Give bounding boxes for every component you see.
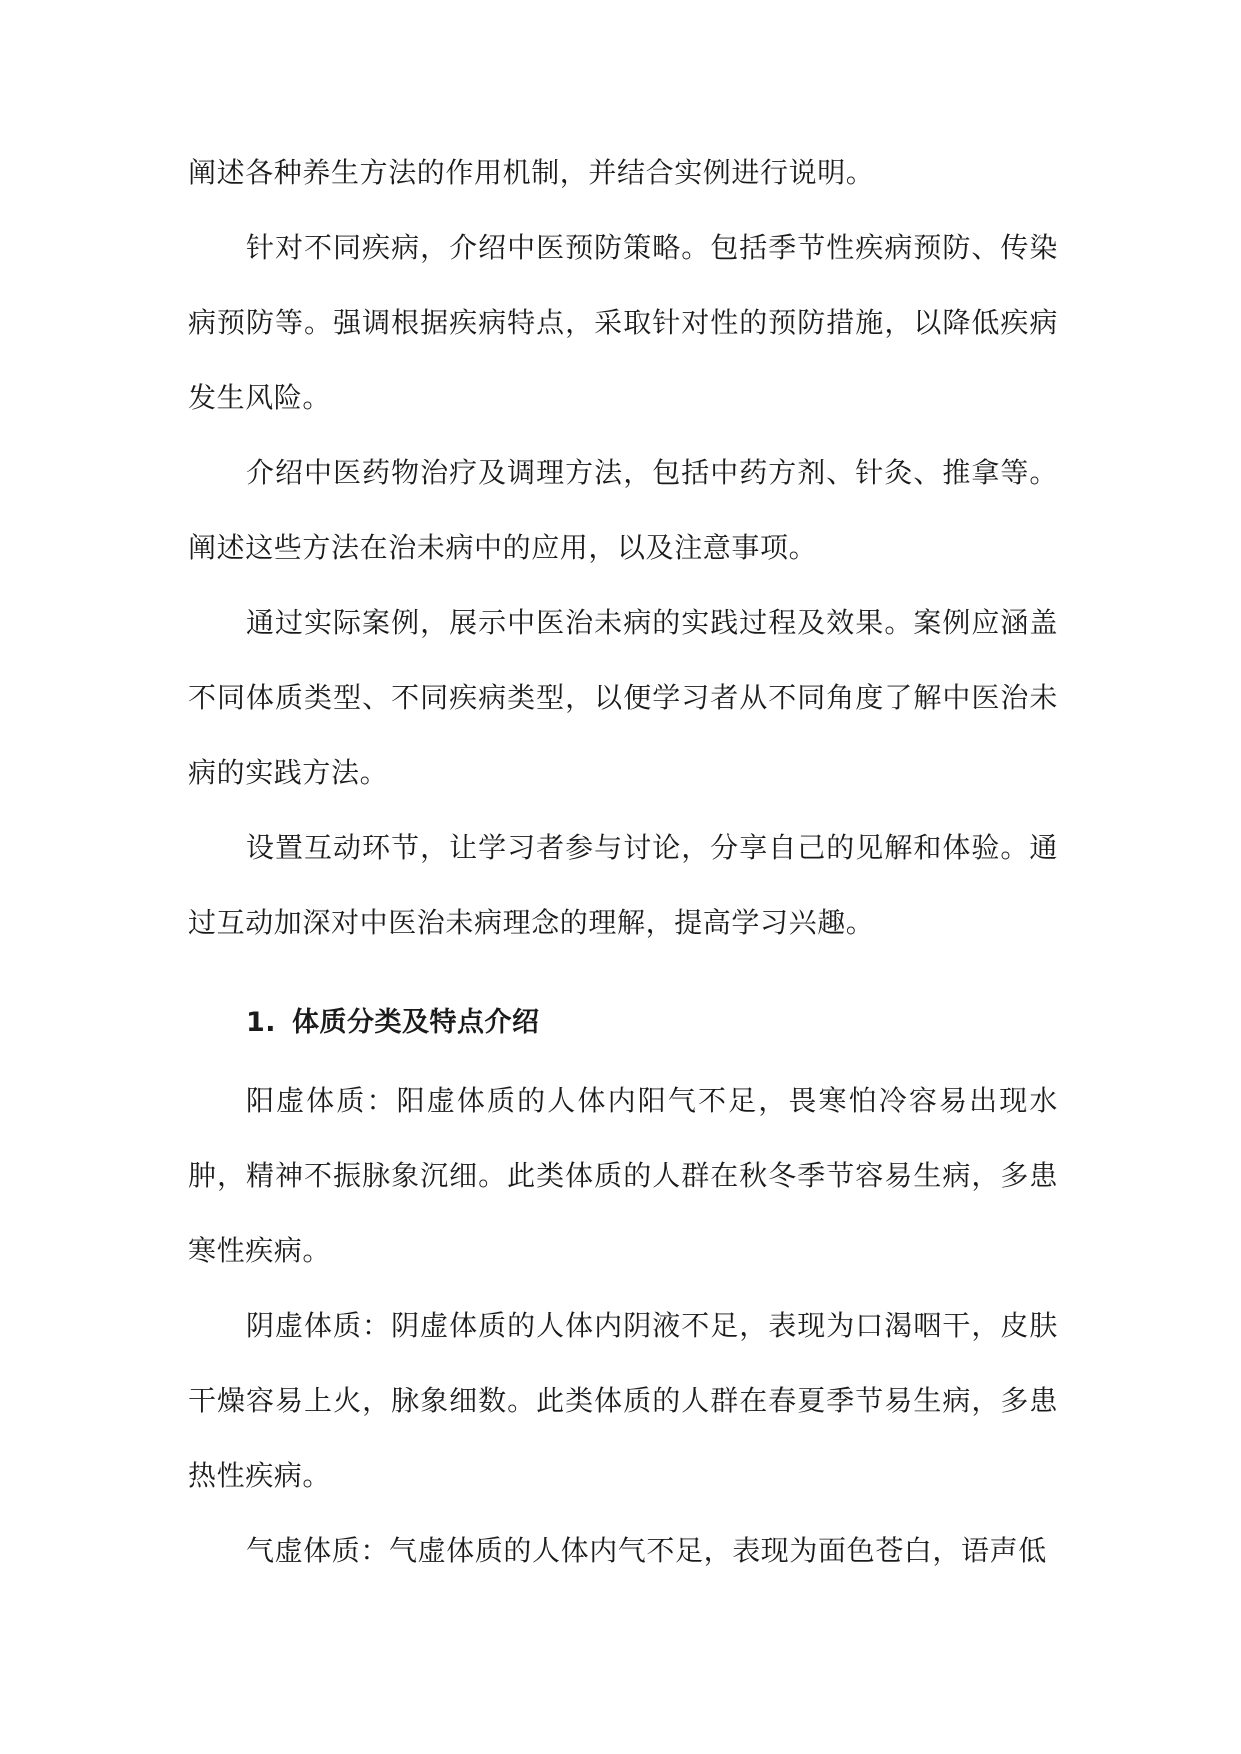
body-text-bottom bbox=[188, 1063, 1058, 1588]
paragraph: 阐述各种养生方法的作用机制，并结合实例进行说明。 bbox=[188, 156, 875, 189]
section-title: 体质分类及特点介绍 bbox=[292, 1007, 540, 1038]
paragraph: 阴虚体质：阴虚体质的人体内阴液不足，表现为口渴咽干，皮肤干燥容易上火，脉象细数。此类体质的人群在春夏季节易生病，多患热性疾病。 bbox=[188, 1309, 1058, 1492]
body-text-top bbox=[188, 135, 1058, 960]
section-number: 1. bbox=[246, 1007, 277, 1038]
section-heading bbox=[246, 1003, 540, 1043]
paragraph: 气虚体质：气虚体质的人体内气不足，表现为面色苍白，语声低 bbox=[246, 1534, 1047, 1567]
paragraph: 介绍中医药物治疗及调理方法，包括中药方剂、针灸、推拿等。阐述这些方法在治未病中的应用，以及注意事项。 bbox=[188, 456, 1058, 564]
paragraph: 设置互动环节，让学习者参与讨论，分享自己的见解和体验。通过互动加深对中医治未病理念的理解，提高学习兴趣。 bbox=[188, 831, 1058, 939]
paragraph: 通过实际案例，展示中医治未病的实践过程及效果。案例应涵盖不同体质类型、不同疾病类型，以便学习者从不同角度了解中医治未病的实践方法。 bbox=[188, 606, 1058, 789]
paragraph: 针对不同疾病，介绍中医预防策略。包括季节性疾病预防、传染病预防等。强调根据疾病特点，采取针对性的预防措施，以降低疾病发生风险。 bbox=[188, 231, 1058, 414]
paragraph: 阳虚体质：阳虚体质的人体内阳气不足，畏寒怕冷容易出现水肿，精神不振脉象沉细。此类体质的人群在秋冬季节容易生病，多患寒性疾病。 bbox=[188, 1084, 1058, 1267]
